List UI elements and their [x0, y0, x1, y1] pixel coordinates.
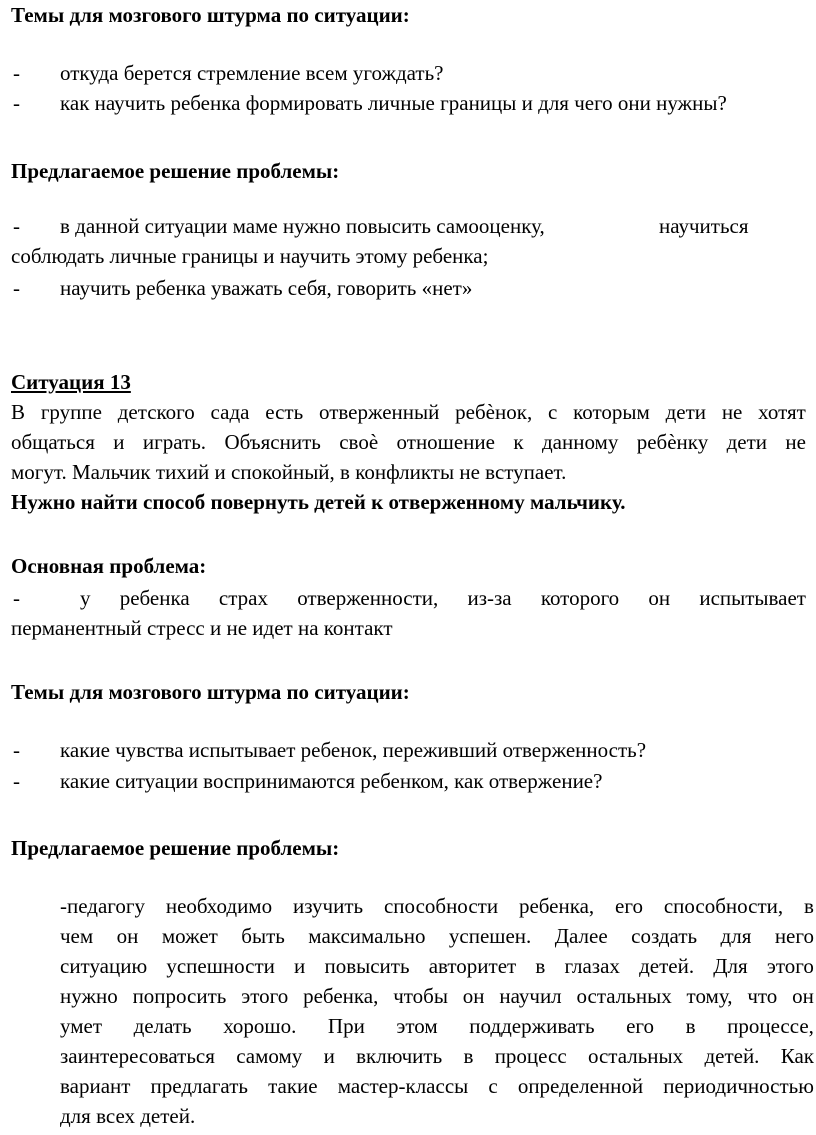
main-problem-heading: Основная проблема: — [11, 554, 207, 578]
word: детей. — [639, 954, 695, 978]
word: которым — [573, 400, 650, 424]
word: глазах — [564, 954, 620, 978]
word: ребенка — [119, 586, 190, 610]
word: способности, — [663, 894, 784, 918]
bullet-dash: - — [13, 276, 20, 300]
bullet-dash: - — [13, 91, 20, 115]
word: страх — [218, 586, 268, 610]
word: для — [720, 924, 752, 948]
situation-paragraph-line — [11, 397, 806, 427]
word: из-за — [467, 586, 512, 610]
word: дети — [665, 400, 707, 424]
word: он — [116, 924, 139, 948]
situation-paragraph-line — [11, 427, 806, 457]
word: поддерживать — [469, 1014, 595, 1038]
word: этого — [766, 954, 814, 978]
word: такие — [268, 1074, 318, 1098]
list-item-text: откуда берется стремление всем угождать? — [60, 61, 444, 85]
word: детей. — [704, 1044, 760, 1068]
solution-paragraph-line — [60, 951, 814, 981]
word: в — [463, 1044, 474, 1068]
word: ребѐнок, — [455, 400, 533, 424]
word: не — [785, 430, 806, 454]
word: отверженности, — [297, 586, 439, 610]
word: в — [535, 954, 546, 978]
word: заинтересоваться — [60, 1044, 215, 1068]
word: группе — [40, 400, 102, 424]
word: отверженный — [318, 400, 440, 424]
word: самому — [236, 1044, 303, 1068]
word: попросить — [132, 984, 227, 1008]
word: успешен. — [448, 924, 532, 948]
word: может — [161, 924, 218, 948]
word: изучить — [292, 894, 364, 918]
word: он — [792, 984, 814, 1008]
word: создать — [631, 924, 698, 948]
situation-task: Нужно найти способ повернуть детей к отверженному мальчику. — [11, 490, 626, 514]
bullet-dash: - — [13, 61, 20, 85]
word: его — [626, 1014, 655, 1038]
word: Для — [713, 954, 748, 978]
word: остальных — [576, 984, 672, 1008]
word: он — [648, 586, 671, 610]
word: предлагать — [150, 1074, 248, 1098]
word: определенной — [517, 1074, 644, 1098]
list-item-text: в данной ситуации маме нужно повысить самооценку, — [60, 214, 545, 238]
word: способности — [383, 894, 499, 918]
word: ситуацию — [60, 954, 148, 978]
word: В — [11, 400, 26, 424]
word: процесс — [494, 1044, 567, 1068]
word: данному — [541, 430, 619, 454]
solution-paragraph-line — [60, 891, 814, 921]
word: вариант — [60, 1074, 131, 1098]
word: При — [327, 1014, 365, 1038]
brainstorm-heading-2: Темы для мозгового штурма по ситуации: — [11, 680, 410, 704]
word: которого — [540, 586, 620, 610]
word: с — [488, 1074, 498, 1098]
word: максимально — [308, 924, 426, 948]
word: научил — [499, 984, 562, 1008]
bullet-dash: - — [13, 586, 20, 610]
word: его — [615, 894, 643, 918]
word: хотят — [758, 400, 806, 424]
word: хорошо. — [223, 1014, 297, 1038]
word: ребенка, — [518, 894, 595, 918]
word: быть — [241, 924, 285, 948]
main-problem-line — [80, 583, 806, 613]
word: он — [462, 984, 485, 1008]
word: остальных — [587, 1044, 684, 1068]
word: ребѐнку — [636, 430, 709, 454]
solution-paragraph-line: для всех детей. — [60, 1104, 196, 1128]
word: есть — [265, 400, 304, 424]
word: делать — [133, 1014, 192, 1038]
solution-paragraph-line — [60, 1071, 814, 1101]
solution-paragraph-line — [60, 1011, 814, 1041]
word: успешности — [166, 954, 275, 978]
list-item-text-continued: научиться — [659, 214, 749, 238]
list-item-text: какие ситуации воспринимаются ребенком, как отвержение? — [60, 769, 603, 793]
word: играть. — [142, 430, 207, 454]
word: повысить — [324, 954, 410, 978]
word: этого — [241, 984, 289, 1008]
main-problem-line-wrap: перманентный стресс и не идет на контакт — [11, 616, 393, 640]
bullet-dash: - — [13, 769, 20, 793]
word: необходимо — [165, 894, 273, 918]
word: с — [548, 400, 558, 424]
word: и — [113, 430, 125, 454]
list-item-text: как научить ребенка формировать личные границы и для чего они нужны? — [60, 91, 727, 115]
word: своѐ — [339, 430, 379, 454]
list-item-text: научить ребенка уважать себя, говорить «нет» — [60, 276, 473, 300]
word: мастер-классы — [337, 1074, 469, 1098]
bullet-dash: - — [13, 214, 20, 238]
word: этом — [396, 1014, 438, 1038]
word: испытывает — [699, 586, 806, 610]
word: что — [747, 984, 778, 1008]
word: нужно — [60, 984, 118, 1008]
solution-heading-1: Предлагаемое решение проблемы: — [11, 159, 340, 183]
word: у — [80, 586, 91, 610]
word: отношение — [396, 430, 495, 454]
word: и — [294, 954, 306, 978]
solution-paragraph-line — [60, 921, 814, 951]
word: ребенка, — [303, 984, 379, 1008]
solution-paragraph-line — [60, 981, 814, 1011]
solution-paragraph-line — [60, 1041, 814, 1071]
word: -педагогу — [60, 894, 145, 918]
word: сада — [210, 400, 250, 424]
word: включить — [356, 1044, 443, 1068]
word: дети — [726, 430, 768, 454]
word: и — [323, 1044, 335, 1068]
word: не — [721, 400, 743, 424]
word: в — [804, 894, 814, 918]
brainstorm-heading-1: Темы для мозгового штурма по ситуации: — [11, 3, 410, 27]
word: Объяснить — [224, 430, 321, 454]
word: умет — [60, 1014, 103, 1038]
word: периодичностью — [663, 1074, 814, 1098]
word: общаться — [11, 430, 95, 454]
bullet-dash: - — [13, 738, 20, 762]
word: Далее — [554, 924, 608, 948]
word: Как — [780, 1044, 814, 1068]
word: процессе, — [727, 1014, 814, 1038]
list-item-text-wrap: соблюдать личные границы и научить этому ребенка; — [11, 244, 489, 268]
word: к — [513, 430, 524, 454]
list-item-text: какие чувства испытывает ребенок, переживший отверженность? — [60, 738, 647, 762]
word: в — [685, 1014, 696, 1038]
situation-paragraph-line: могут. Мальчик тихий и спокойный, в конфликты не вступает. — [11, 460, 567, 484]
word: чтобы — [393, 984, 448, 1008]
word: него — [774, 924, 814, 948]
word: чем — [60, 924, 94, 948]
word: тому, — [686, 984, 733, 1008]
word: детского — [117, 400, 195, 424]
solution-heading-2: Предлагаемое решение проблемы: — [11, 836, 340, 860]
situation-title: Ситуация 13 — [11, 370, 131, 394]
word: авторитет — [428, 954, 517, 978]
